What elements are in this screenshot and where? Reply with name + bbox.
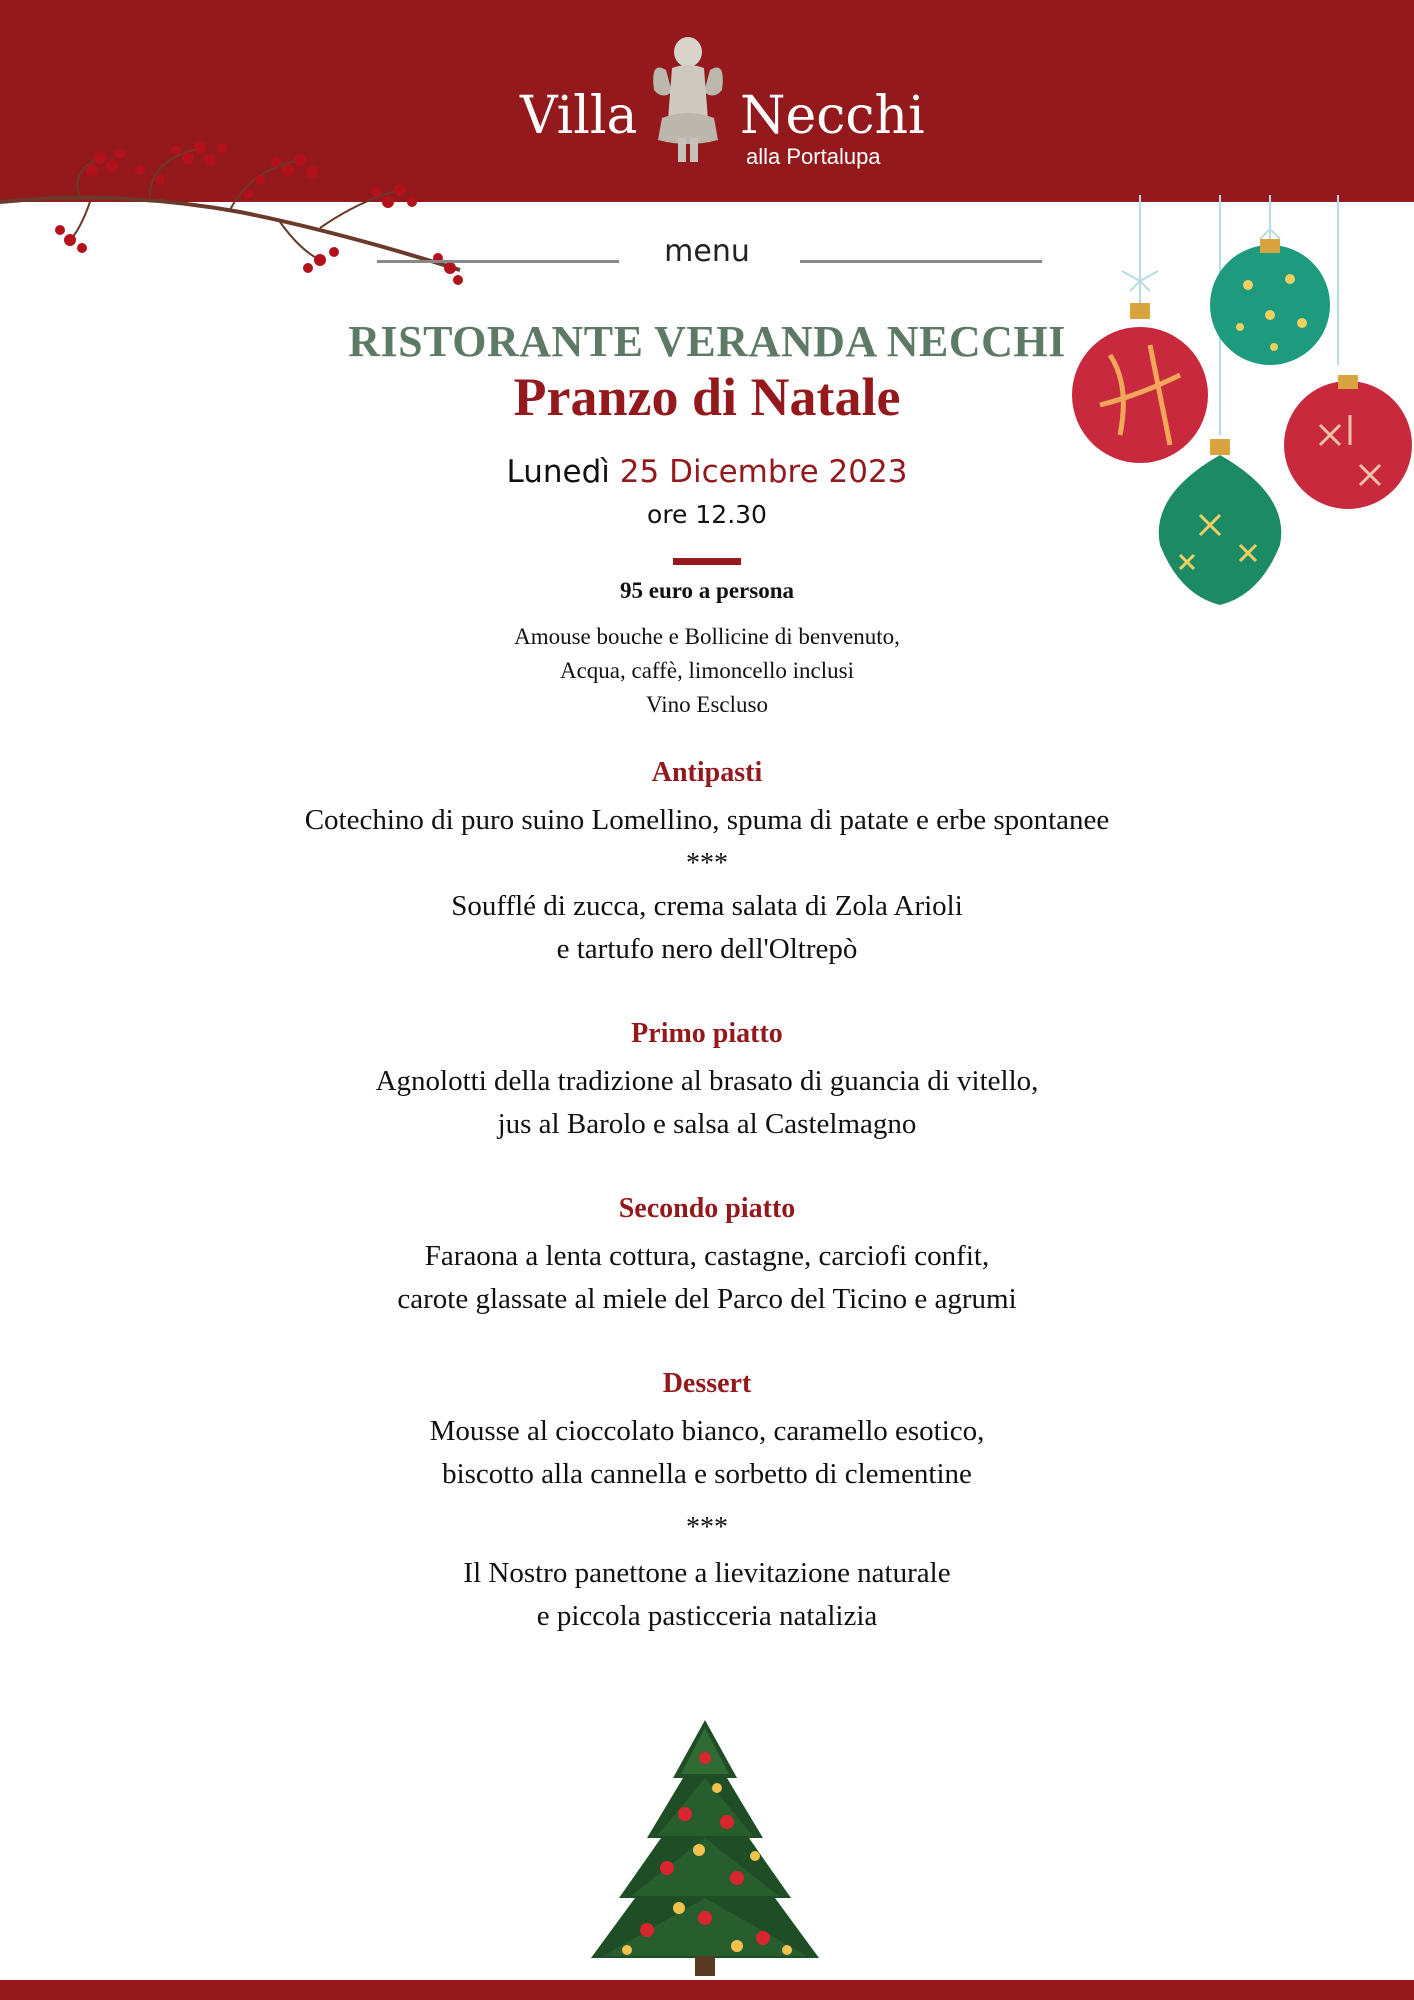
dish-line: Il Nostro panettone a lievitazione naturale [463, 1557, 951, 1589]
menu-divider-left [377, 260, 619, 263]
dish-line: e piccola pasticceria natalizia [536, 1600, 878, 1632]
section-title-primo: Primo piatto [631, 1018, 783, 1049]
dish-separator: *** [686, 1512, 728, 1543]
dish-line: Mousse al cioccolato bianco, caramello esotico, [429, 1415, 985, 1447]
dish-line: Agnolotti della tradizione al brasato di guancia di vitello, [375, 1065, 1039, 1097]
dish-line: Soufflé di zucca, crema salata di Zola Arioli [451, 890, 963, 922]
menu-label: menu [664, 234, 750, 269]
includes-line: Acqua, caffè, limoncello inclusi [559, 658, 854, 683]
dish-line: carote glassate al miele del Parco del Ticino e agrumi [397, 1283, 1017, 1315]
section-title-antipasti: Antipasti [651, 757, 763, 788]
dish-line: jus al Barolo e salsa al Castelmagno [497, 1108, 917, 1140]
angel-statue-icon [648, 30, 728, 170]
dish-separator: *** [686, 848, 728, 879]
restaurant-name: RISTORANTE VERANDA NECCHI [348, 317, 1066, 366]
footer-band [0, 1980, 1414, 2000]
menu-divider-right [800, 260, 1042, 263]
logo-villa: Villa [520, 86, 638, 146]
includes-line: Amouse bouche e Bollicine di benvenuto, [514, 624, 900, 649]
event-date [0, 454, 1414, 490]
logo-necchi: Necchi [740, 86, 925, 146]
price: 95 euro a persona [620, 578, 794, 603]
section-title-dessert: Dessert [662, 1368, 752, 1399]
dish-line: e tartufo nero dell'Oltrepò [556, 933, 858, 965]
event-day: Lunedì [506, 454, 610, 490]
event-time: ore 12.30 [647, 500, 767, 529]
includes-line: Vino Escluso [646, 692, 768, 717]
christmas-tree [587, 1718, 823, 1980]
red-divider [673, 558, 741, 565]
dish-line: Faraona a lenta cottura, castagne, carciofi confit, [424, 1240, 990, 1272]
section-title-secondo: Secondo piatto [618, 1193, 796, 1224]
page-title: Pranzo di Natale [513, 367, 901, 427]
logo [520, 30, 925, 170]
red-berries-branch [0, 140, 470, 290]
dish-line: biscotto alla cannella e sorbetto di clementine [442, 1458, 972, 1490]
dish-line: Cotechino di puro suino Lomellino, spuma di patate e erbe spontanee [304, 804, 1110, 836]
event-date-value: 25 Dicembre 2023 [619, 454, 908, 490]
logo-subtitle: alla Portalupa [746, 144, 881, 169]
